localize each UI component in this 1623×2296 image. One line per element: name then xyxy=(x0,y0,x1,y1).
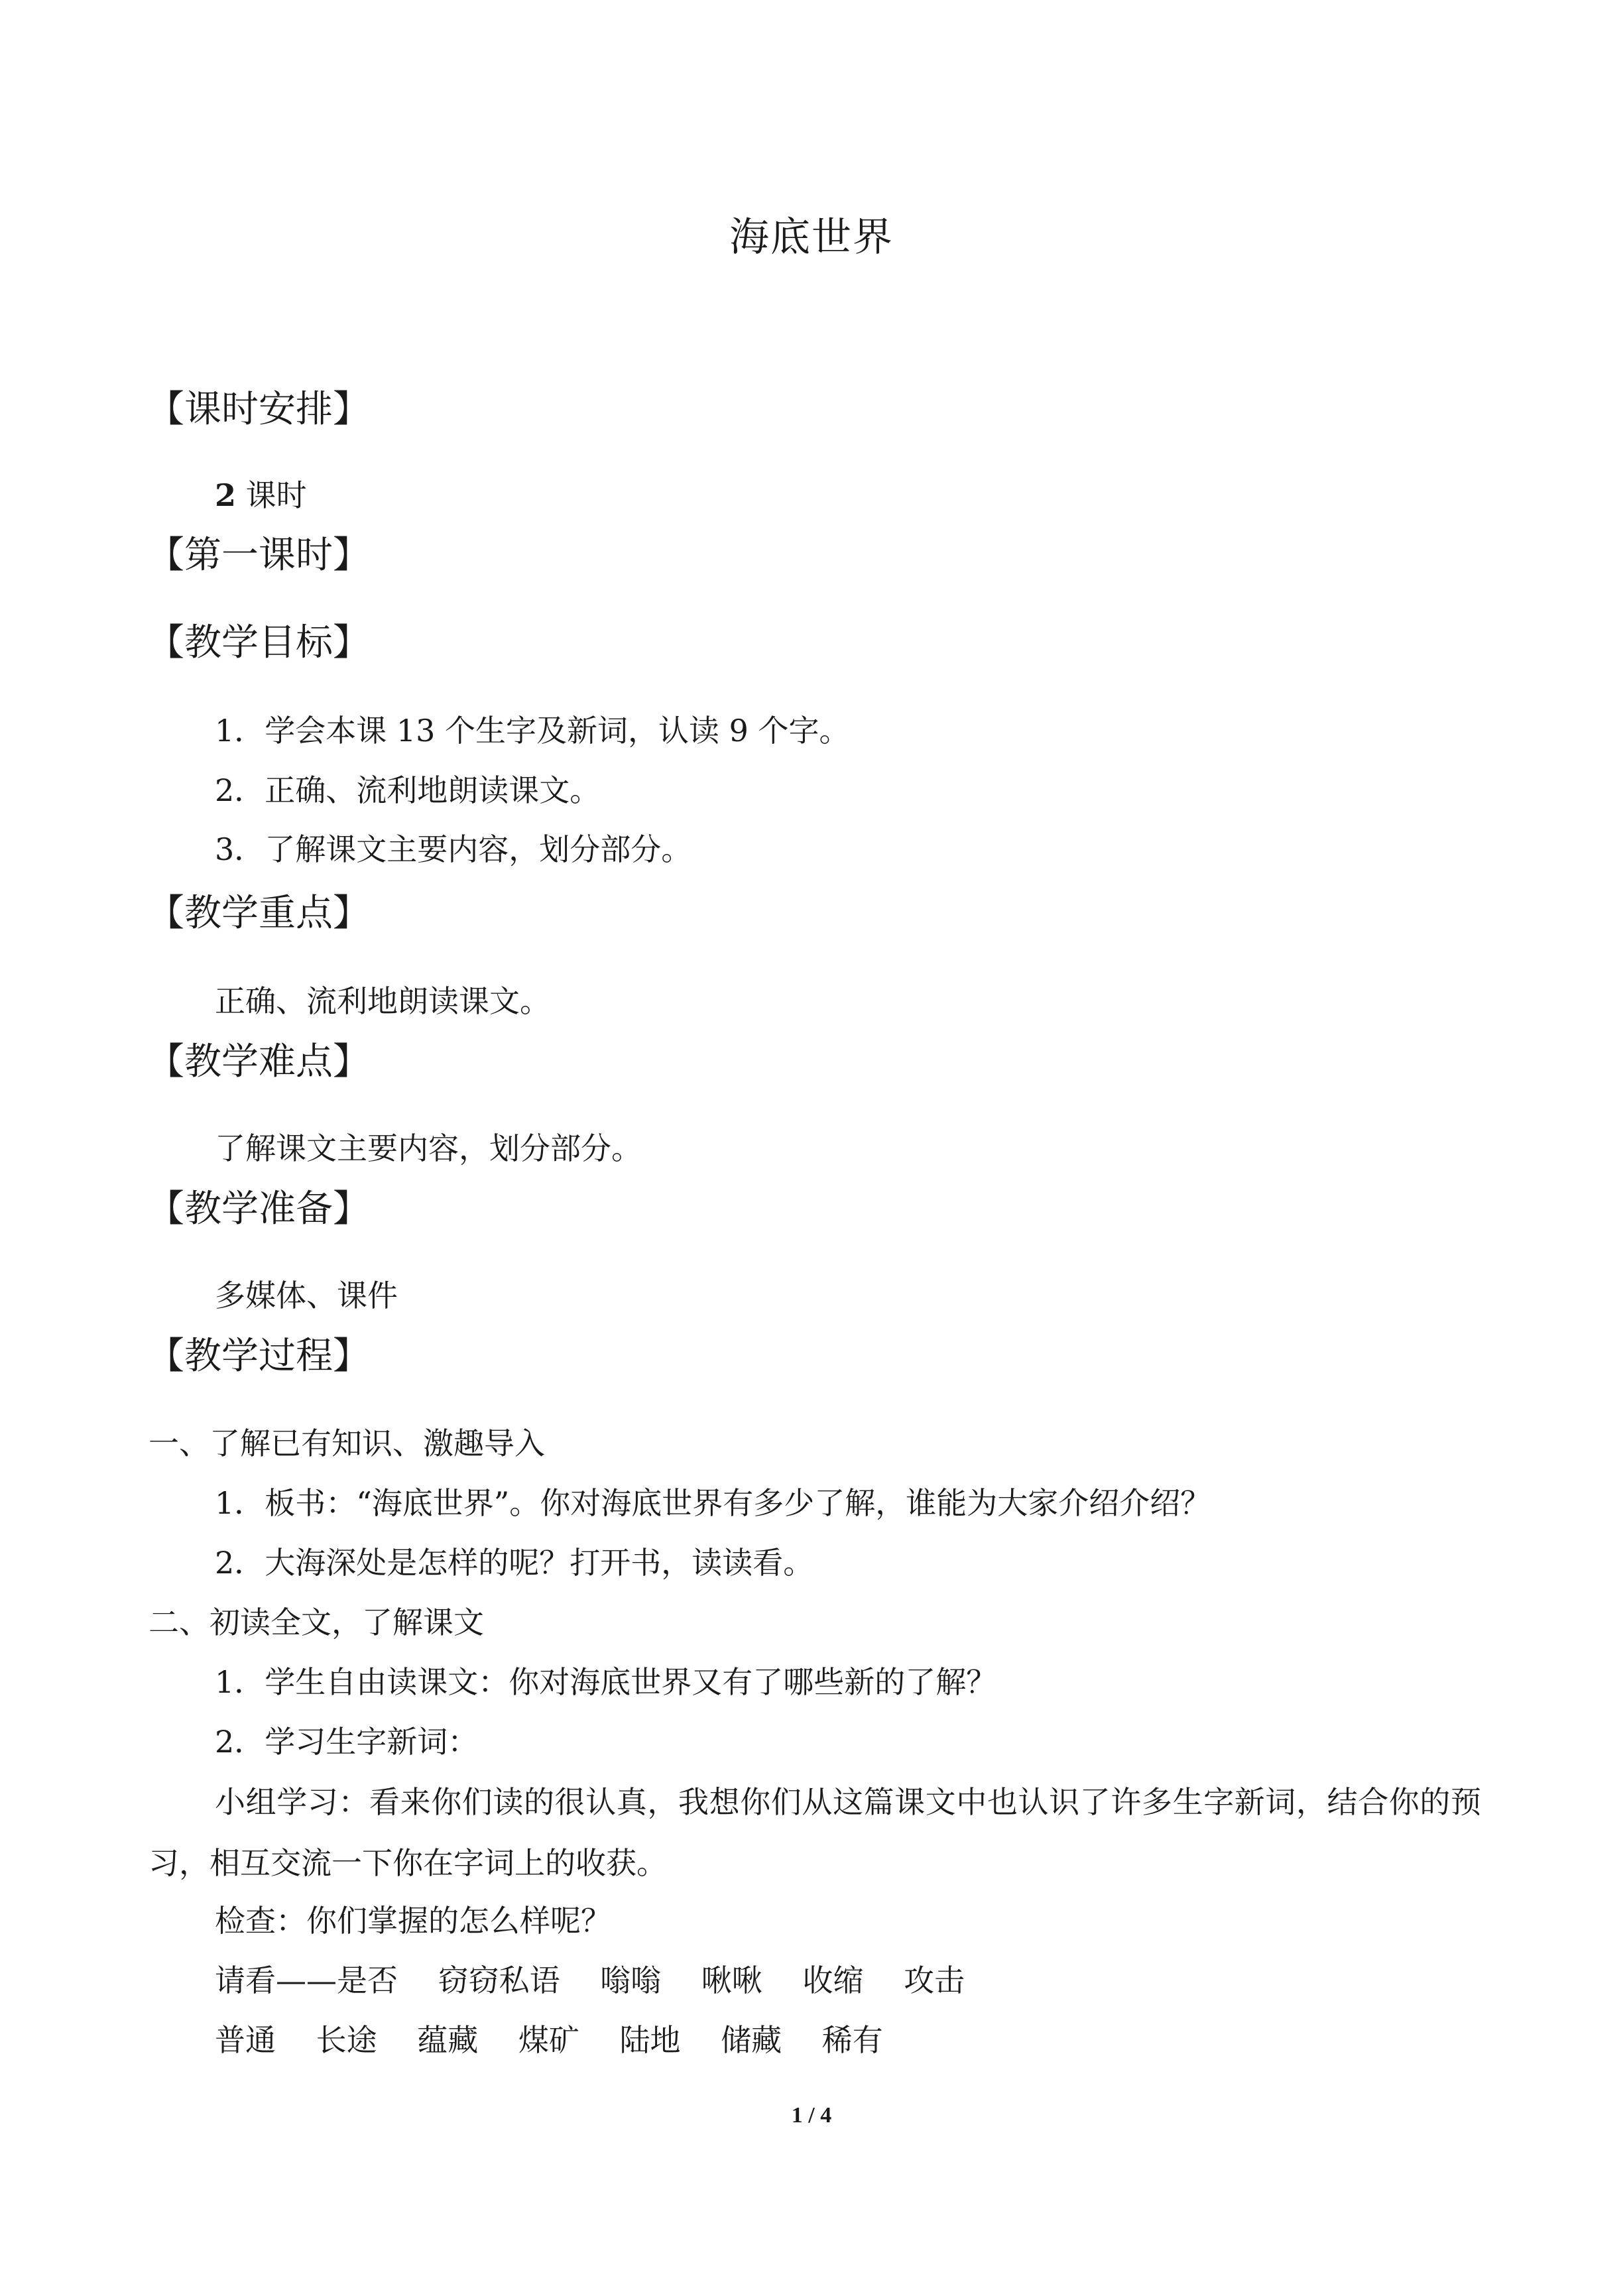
schedule-hours xyxy=(215,475,307,516)
process-part2-item-1: 1．学生自由读课文：你对海底世界又有了哪些新的了解？ xyxy=(215,1664,997,1700)
document-title: 海底世界 xyxy=(729,214,894,261)
words-line-2 xyxy=(215,2020,914,2061)
word-item: 攻击 xyxy=(904,1963,965,1998)
word-item: 长途 xyxy=(316,2022,377,2058)
heading-goals: 【教学目标】 xyxy=(147,621,370,664)
group-study-paragraph: 小组学习：看来你们读的很认真，我想你们从这篇课文中也认识了许多生字新词，结合你的预习，相互交流一下你在字词上的收获。 xyxy=(149,1784,1481,1881)
page-number: 1 / 4 xyxy=(791,2103,832,2128)
heading-lesson1: 【第一课时】 xyxy=(147,534,370,577)
key-text: 正确、流利地朗读课文。 xyxy=(215,983,550,1019)
heading-schedule: 【课时安排】 xyxy=(147,388,370,431)
goal-item-1: 1．学会本课 13 个生字及新词，认读 9 个字。 xyxy=(215,713,850,749)
schedule-hours-number: 2 xyxy=(215,477,237,513)
process-part1-title: 一、了解已有知识、激趣导入 xyxy=(149,1425,545,1461)
words-line-1 xyxy=(215,1960,995,2001)
difficulty-text: 了解课文主要内容，划分部分。 xyxy=(215,1130,642,1166)
word-item: 请看——是否 xyxy=(215,1963,398,1998)
word-item: 蕴藏 xyxy=(417,2022,479,2058)
heading-key: 【教学重点】 xyxy=(147,892,370,935)
goal-item-2: 2．正确、流利地朗读课文。 xyxy=(215,772,601,808)
process-part1-item-1: 1．板书：“海底世界”。你对海底世界有多少了解，谁能为大家介绍介绍？ xyxy=(215,1485,1211,1521)
prep-text: 多媒体、课件 xyxy=(215,1278,398,1313)
word-item: 煤矿 xyxy=(518,2022,579,2058)
word-item: 啾啾 xyxy=(701,1963,762,1998)
schedule-hours-unit: 课时 xyxy=(245,477,307,513)
word-item: 稀有 xyxy=(821,2022,883,2058)
word-item: 陆地 xyxy=(619,2022,681,2058)
process-part2-title: 二、初读全文，了解课文 xyxy=(149,1604,484,1640)
word-item: 储藏 xyxy=(721,2022,782,2058)
process-part1-item-2: 2．大海深处是怎样的呢？打开书，读读看。 xyxy=(215,1545,814,1581)
word-item: 窃窃私语 xyxy=(438,1963,560,1998)
process-part2-item-2: 2．学习生字新词： xyxy=(215,1724,479,1760)
word-item: 收缩 xyxy=(802,1963,864,1998)
word-item: 嗡嗡 xyxy=(600,1963,662,1998)
heading-process: 【教学过程】 xyxy=(147,1335,370,1378)
heading-difficulty: 【教学难点】 xyxy=(147,1040,370,1083)
heading-prep: 【教学准备】 xyxy=(147,1187,370,1231)
word-item: 普通 xyxy=(215,2022,276,2058)
goal-item-3: 3．了解课文主要内容，划分部分。 xyxy=(215,831,692,867)
check-text: 检查：你们掌握的怎么样呢？ xyxy=(215,1903,611,1939)
